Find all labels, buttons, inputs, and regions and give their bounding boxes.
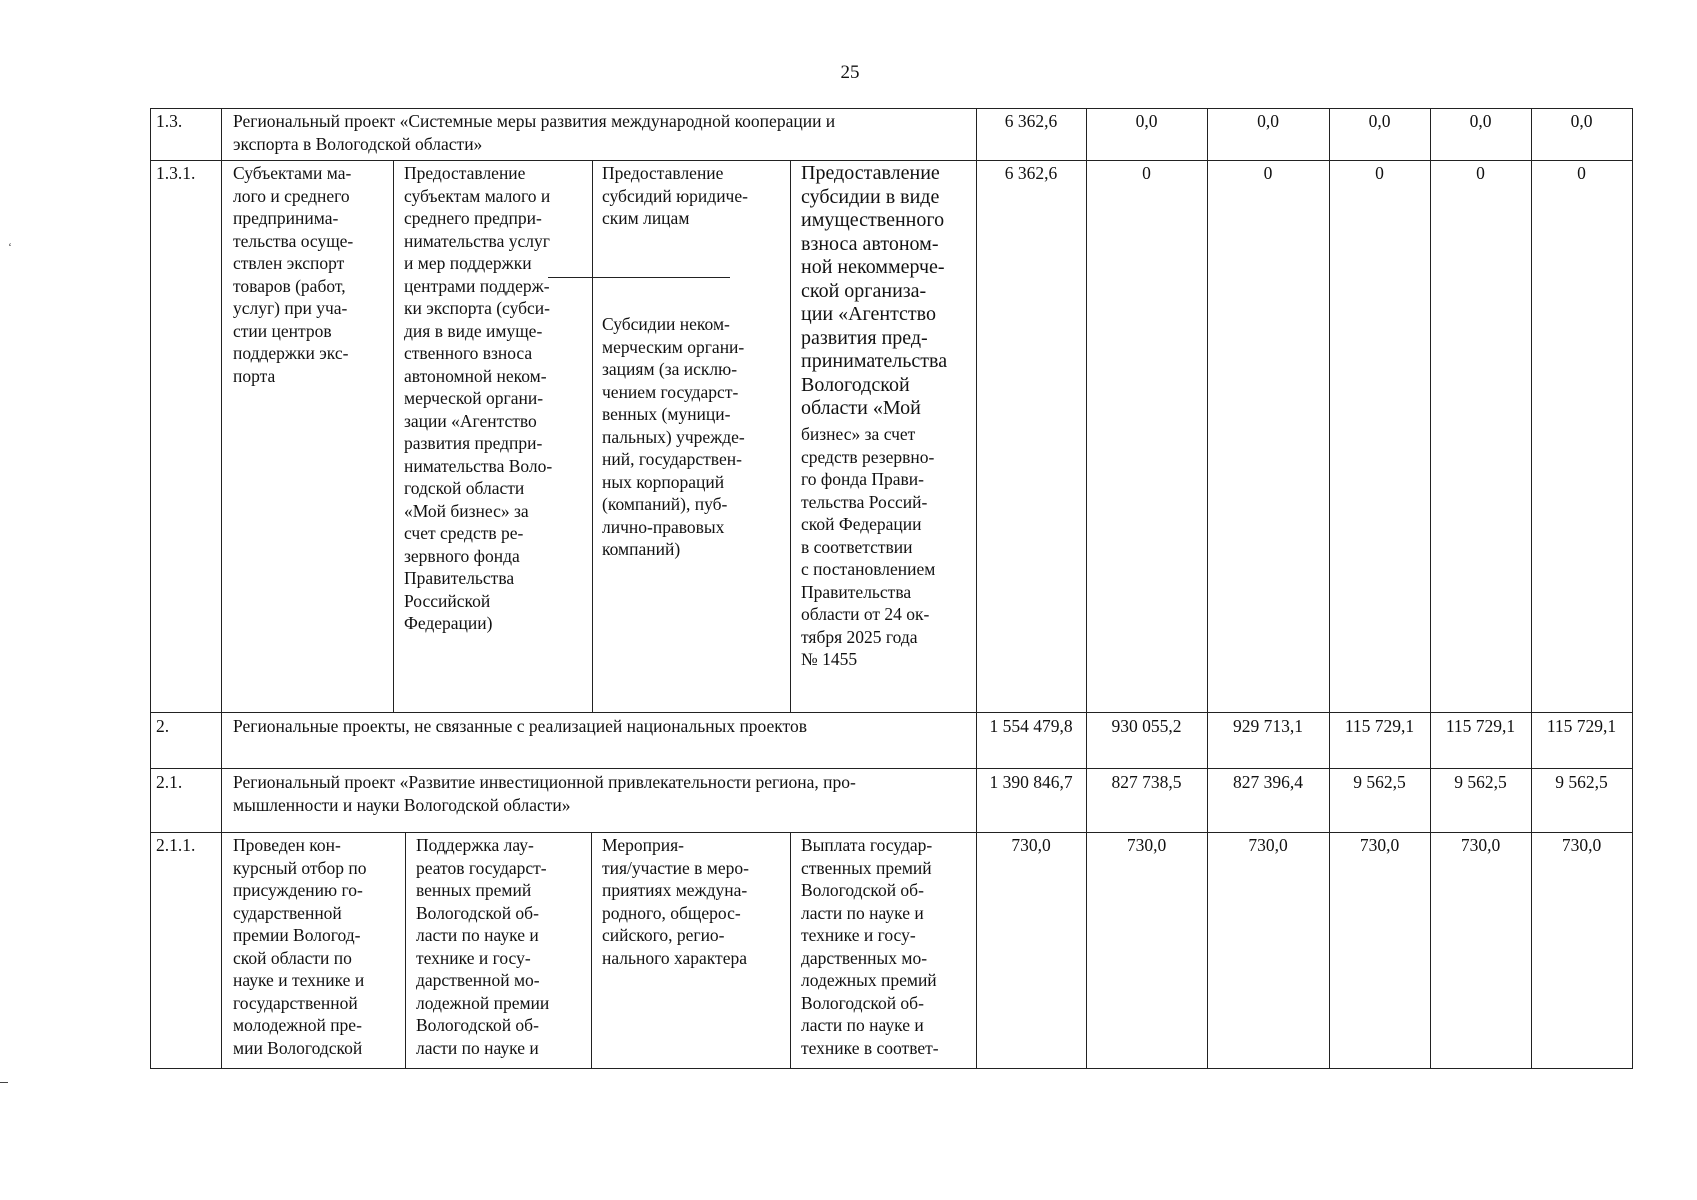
amount-cell: 730,0 [1561, 835, 1602, 855]
measure-cell: Поддержка лау- реатов государст- венных премий Вологодской об- ласти по науке и технике и госу- дарственной мо- лодежной премии Вологодской об- ласти по науке и [416, 835, 550, 1058]
amount-cell: 0 [1476, 163, 1485, 183]
amount-cell: 730,0 [1126, 835, 1167, 855]
column-divider [1329, 108, 1330, 1068]
amount-cell: 9 562,5 [1353, 772, 1406, 792]
amount-cell: 0,0 [1570, 111, 1593, 131]
table-left-border [150, 108, 151, 1068]
budget-table [150, 108, 1633, 1068]
description-cell: Предоставление субсидии в виде имущественного взноса автоном- ной некоммерче- ской организа- ции «Агентство развития пред- принимательства Вологодской области «Мой [801, 162, 948, 419]
amount-cell: 115 729,1 [1546, 716, 1617, 736]
column-divider [221, 108, 222, 1068]
amount-cell: 827 396,4 [1233, 772, 1303, 792]
amount-cell: 0,0 [1135, 111, 1158, 131]
type-cell: Мероприя- тия/участие в меро- приятиях междуна- родного, общерос- сийского, регио- нального характера [602, 835, 749, 968]
row-number: 1.3. [156, 111, 183, 131]
project-title: Региональный проект «Системные меры развития международной кооперации и экспорта в Вологодской области» [233, 111, 836, 154]
table-right-border [1632, 108, 1633, 1068]
amount-cell: 9 562,5 [1555, 772, 1608, 792]
amount-cell: 6 362,6 [1004, 111, 1058, 131]
project-title: Региональный проект «Развитие инвестиционной привлекательности региона, про- мышленности и науки Вологодской области» [233, 772, 856, 815]
amount-cell: 730,0 [1359, 835, 1400, 855]
row-divider [150, 160, 1633, 161]
amount-cell: 827 738,5 [1111, 772, 1182, 792]
type-cell: Предоставление субсидий юридиче- ским лицам [602, 163, 748, 228]
column-divider [591, 832, 592, 1068]
column-divider [790, 832, 791, 1068]
column-divider [1086, 108, 1087, 1068]
amount-cell: 730,0 [1248, 835, 1288, 855]
amount-cell: 0 [1577, 163, 1586, 183]
column-divider [1207, 108, 1208, 1068]
amount-cell: 929 713,1 [1233, 716, 1303, 736]
amount-cell: 0,0 [1368, 111, 1391, 131]
row-divider [150, 832, 1633, 833]
page-number: 25 [840, 62, 860, 83]
project-title: Региональные проекты, не связанные с реализацией национальных проектов [233, 716, 807, 736]
amount-cell: 730,0 [1460, 835, 1501, 855]
column-divider [393, 160, 394, 712]
amount-cell: 0 [1142, 163, 1151, 183]
column-divider [1430, 108, 1431, 1068]
column-divider [1531, 108, 1532, 1068]
column-divider [592, 160, 593, 712]
row-divider [150, 768, 1633, 769]
table-top-border [150, 108, 1633, 109]
description-cell-continued: бизнес» за счет средств резервно- го фонда Прави- тельства Россий- ской Федерации в соответствии с постановлением Правительства области от 24 ок- тября 2025 года № 1455 [801, 424, 936, 669]
amount-cell: 730,0 [1011, 835, 1051, 855]
column-divider [976, 108, 977, 1068]
amount-cell: 1 554 479,8 [989, 716, 1073, 736]
scan-edge-mark [0, 1082, 8, 1083]
amount-cell: 0 [1263, 163, 1273, 183]
row-number: 2. [156, 716, 170, 736]
column-divider [790, 160, 791, 712]
row-number: 2.1. [156, 772, 183, 792]
measure-cell: Предоставление субъектам малого и среднего предпри- нимательства услуг и мер поддержки центрами поддерж- ки экспорта (субси- дия в виде имуще- ственного взноса автономной неком- мерческой органи- зации «Агентство развития предпри- нимательства Воло- годской области «Мой бизнес» за счет средств ре- зервного фонда Правительства Российской Федерации) [404, 163, 553, 633]
row-divider [150, 712, 1633, 713]
result-cell: Субъектами ма- лого и среднего предпринима- тельства осуще- ствлен экспорт товаров (работ, услуг) при уча- стии центров поддержки экс- порта [233, 163, 354, 386]
amount-cell: 9 562,5 [1454, 772, 1507, 792]
row-number: 2.1.1. [156, 835, 196, 855]
column-divider [405, 832, 406, 1068]
description-cell: Выплата государ- ственных премий Вологодской об- ласти по науке и технике и госу- дарственных мо- лодежных премий Вологодской об- ласти по науке и технике в соответ- [801, 835, 939, 1058]
amount-cell: 0,0 [1257, 111, 1279, 131]
amount-cell: 0 [1375, 163, 1384, 183]
amount-cell: 1 390 846,7 [989, 772, 1073, 792]
result-cell: Проведен кон- курсный отбор по присуждению го- сударственной премии Вологод- ской области по науке и технике и государственной молодежной пре- мии Вологодской [233, 835, 367, 1058]
amount-cell: 6 362,6 [1004, 163, 1058, 183]
table-bottom-border [150, 1068, 1633, 1069]
amount-cell: 115 729,1 [1445, 716, 1516, 736]
amount-cell: 930 055,2 [1111, 716, 1182, 736]
amount-cell: 115 729,1 [1344, 716, 1415, 736]
type-cell: Субсидии неком- мерческим органи- зациям (за исклю- чением государст- венных (муници- пальных) учрежде- ний, государствен- ных корпораций (компаний), пуб- лично-правовых компаний) [602, 314, 745, 559]
row-number: 1.3.1. [156, 163, 196, 183]
amount-cell: 0,0 [1469, 111, 1492, 131]
scan-speck: ‘ [8, 240, 12, 254]
